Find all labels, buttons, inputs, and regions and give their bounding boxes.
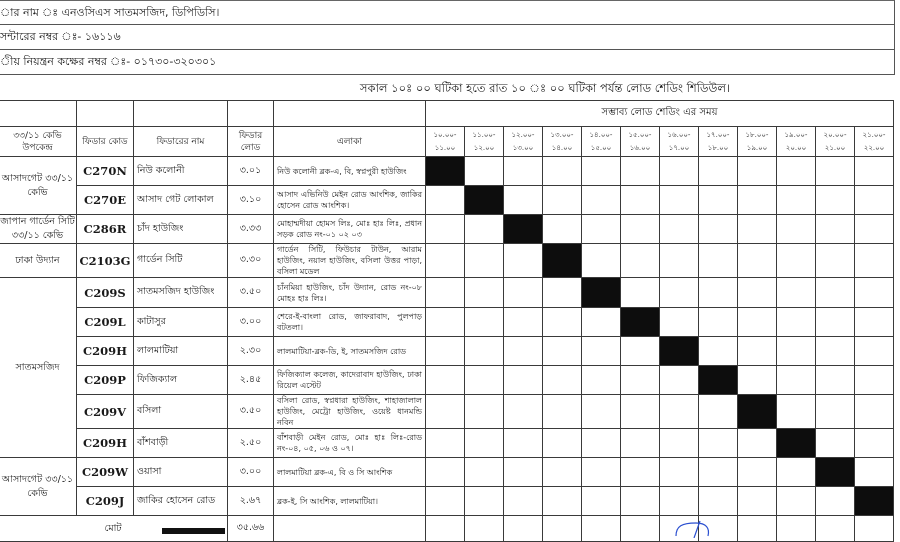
area-cell: বসিলা রোড, স্বপ্নধারা হাউজিং, শাহাজালাল হাউজিং, মেট্রো হাউজিং, ওয়েষ্ট ধানমন্ডি নবিন [274, 395, 426, 429]
shedding-slot-empty [543, 337, 582, 366]
area-cell: চাঁনমিয়া হাউজিং, চাঁদ উদ্যান, রোড নং-০৮ মোহঃ হাঃ লিঃ। [274, 278, 426, 308]
shedding-slot-active [621, 308, 660, 337]
shedding-slot-empty [816, 395, 855, 429]
shedding-slot-active [426, 157, 465, 186]
feeder-load-cell: ৩.০০ [228, 458, 274, 487]
shedding-slot-empty [426, 458, 465, 487]
shedding-slot-empty [660, 215, 699, 244]
shedding-slot-empty [426, 244, 465, 278]
total-empty-cell [274, 516, 426, 542]
total-empty-cell [738, 516, 777, 542]
shedding-slot-empty [426, 278, 465, 308]
header-blank [274, 101, 426, 127]
shedding-slot-empty [504, 429, 543, 458]
shedding-slot-empty [465, 366, 504, 395]
table-row [0, 366, 894, 395]
shedding-slot-empty [543, 308, 582, 337]
shedding-slot-empty [621, 337, 660, 366]
table-row [0, 429, 894, 458]
shedding-slot-active [699, 366, 738, 395]
shedding-slot-empty [504, 244, 543, 278]
feeder-name-cell: ওয়াসা [134, 458, 228, 487]
total-label: মোট [0, 516, 228, 542]
shedding-slot-empty [699, 186, 738, 215]
shedding-slot-empty [660, 186, 699, 215]
col-substation: ৩৩/১১ কেভি উপকেন্দ্র [0, 127, 77, 157]
table-row [0, 487, 894, 516]
area-cell: ফিজিক্যাল কলেজ, কাদেরাবাদ হাউজিং, ঢাকা রিয়েল এস্টেট [274, 366, 426, 395]
table-row [0, 458, 894, 487]
time-slot-from: ১৫.০০- [628, 130, 652, 139]
shedding-slot-empty [465, 487, 504, 516]
time-slot-from: ১১.০০- [472, 130, 496, 139]
time-slot-from: ১৯.০০- [784, 130, 808, 139]
center-number-line: সন্টারের নম্বর ঃ- ১৬১১৬ [0, 25, 895, 50]
shedding-slot-empty [777, 278, 816, 308]
feeder-load-cell: ৩.৩৩ [228, 215, 274, 244]
substation-cell: ঢাকা উদ্যান [0, 244, 77, 278]
shedding-slot-empty [738, 337, 777, 366]
shedding-slot-empty [777, 244, 816, 278]
shedding-slot-empty [582, 186, 621, 215]
shedding-slot-empty [660, 429, 699, 458]
table-row [0, 215, 894, 244]
feeder-load-cell: ৩.৩০ [228, 244, 274, 278]
shedding-slot-empty [582, 215, 621, 244]
feeder-name-cell: গার্ডেন সিটি [134, 244, 228, 278]
shedding-slot-empty [582, 157, 621, 186]
header-blank [0, 101, 77, 127]
shedding-slot-empty [426, 366, 465, 395]
shedding-slot-empty [504, 186, 543, 215]
shedding-slot-active [777, 429, 816, 458]
shedding-slot-empty [504, 337, 543, 366]
area-cell: লালমাটিয়া-ব্লক-ডি, ই, সাতমসজিদ রোড [274, 337, 426, 366]
shedding-slot-empty [855, 337, 894, 366]
shedding-slot-empty [426, 337, 465, 366]
time-slot-to: ২০.০০ [785, 143, 807, 152]
feeder-name-cell: জাকির হোসেন রোড [134, 487, 228, 516]
shedding-slot-empty [543, 215, 582, 244]
time-slot-header [426, 127, 465, 157]
shedding-slot-empty [777, 186, 816, 215]
shedding-slot-empty [855, 308, 894, 337]
time-slot-to: ১৬.০০ [629, 143, 651, 152]
shedding-slot-empty [582, 366, 621, 395]
time-slot-header [816, 127, 855, 157]
shedding-slot-empty [621, 487, 660, 516]
redaction-block [162, 528, 225, 534]
feeder-load-cell: ২.৬৭ [228, 487, 274, 516]
total-empty-cell [855, 516, 894, 542]
time-slot-to: ১৭.০০ [668, 143, 690, 152]
shedding-slot-active [465, 186, 504, 215]
feeder-code-cell: C209V [77, 395, 134, 429]
shedding-slot-empty [426, 308, 465, 337]
shedding-slot-empty [816, 337, 855, 366]
shedding-slot-empty [504, 458, 543, 487]
shedding-slot-empty [543, 487, 582, 516]
feeder-name-cell: নিউ কলোনী [134, 157, 228, 186]
shedding-slot-empty [699, 278, 738, 308]
shedding-slot-empty [465, 278, 504, 308]
shedding-slot-empty [465, 458, 504, 487]
shedding-slot-active [504, 215, 543, 244]
shedding-slot-empty [582, 308, 621, 337]
shedding-slot-empty [504, 366, 543, 395]
shedding-slot-empty [621, 244, 660, 278]
shedding-slot-empty [699, 308, 738, 337]
col-feeder-load: ফিডার লোড [228, 127, 274, 157]
feeder-code-cell: C209H [77, 337, 134, 366]
total-load-value: ৩৫.৬৬ [228, 516, 274, 542]
shedding-slot-empty [465, 215, 504, 244]
shedding-slot-empty [504, 308, 543, 337]
shedding-slot-empty [582, 244, 621, 278]
shedding-slot-empty [543, 395, 582, 429]
substation-cell: আসাদগেট ৩৩/১১ কেভি [0, 458, 77, 516]
shedding-slot-empty [855, 458, 894, 487]
shedding-slot-empty [660, 366, 699, 395]
feeder-code-cell: C209H [77, 429, 134, 458]
feeder-load-cell: ৩.০০ [228, 308, 274, 337]
shedding-slot-empty [816, 244, 855, 278]
signature-mark [672, 518, 716, 538]
feeder-name-cell: চাঁদ হাউজিং [134, 215, 228, 244]
shedding-slot-empty [582, 337, 621, 366]
shedding-slot-empty [699, 395, 738, 429]
area-cell: আসাদ এভিনিউ মেইন রোড আংশিক, জাকির হোসেন রোড আংশিক। [274, 186, 426, 215]
time-slot-to: ১৯.০০ [746, 143, 768, 152]
shedding-slot-empty [816, 366, 855, 395]
shedding-slot-empty [777, 337, 816, 366]
area-cell: নিউ কলোনী ব্লক-এ, বি, স্বপ্নপুরী হাউজিং [274, 157, 426, 186]
shedding-slot-active [660, 337, 699, 366]
header-blank [228, 101, 274, 127]
shedding-slot-empty [816, 278, 855, 308]
header-row-columns [0, 127, 894, 157]
total-empty-cell [504, 516, 543, 542]
time-slot-from: ১৩.০০- [550, 130, 574, 139]
shedding-slot-empty [699, 487, 738, 516]
shedding-slot-empty [855, 395, 894, 429]
time-slot-header [855, 127, 894, 157]
shedding-slot-empty [855, 429, 894, 458]
table-row [0, 308, 894, 337]
time-slot-from: ১০.০০- [433, 130, 457, 139]
shedding-slot-empty [426, 186, 465, 215]
shedding-slot-empty [660, 487, 699, 516]
shedding-slot-empty [777, 458, 816, 487]
shedding-slot-empty [621, 366, 660, 395]
shedding-slot-empty [699, 458, 738, 487]
time-slot-header [699, 127, 738, 157]
time-slot-from: ১৬.০০- [667, 130, 691, 139]
shedding-slot-empty [738, 244, 777, 278]
header-blank [77, 101, 134, 127]
shedding-slot-empty [465, 429, 504, 458]
shedding-slot-empty [816, 215, 855, 244]
shedding-slot-empty [660, 157, 699, 186]
time-slot-header [738, 127, 777, 157]
shedding-slot-empty [543, 458, 582, 487]
shedding-slot-empty [855, 278, 894, 308]
shedding-slot-empty [426, 487, 465, 516]
shedding-slot-empty [504, 395, 543, 429]
shedding-slot-empty [777, 395, 816, 429]
total-empty-cell [543, 516, 582, 542]
area-cell: শেরে-ই-বাংলা রোড, জাফরাবাদ, পুলপাড় বটতলা। [274, 308, 426, 337]
shedding-slot-empty [738, 215, 777, 244]
time-slot-header [543, 127, 582, 157]
time-slot-from: ১৪.০০- [589, 130, 613, 139]
time-slot-header [504, 127, 543, 157]
shedding-slot-empty [816, 308, 855, 337]
time-slot-header [465, 127, 504, 157]
office-name-line: ার নাম ঃ এনওসিএস সাতমসজিদ, ডিপিডিসি। [0, 0, 895, 25]
total-empty-cell [426, 516, 465, 542]
time-slot-from: ১৮.০০- [745, 130, 769, 139]
shedding-slot-empty [621, 458, 660, 487]
shedding-slot-empty [816, 186, 855, 215]
shedding-slot-empty [777, 157, 816, 186]
col-area: এলাকা [274, 127, 426, 157]
shedding-slot-empty [738, 487, 777, 516]
table-row [0, 157, 894, 186]
shedding-slot-empty [855, 186, 894, 215]
total-empty-cell [816, 516, 855, 542]
area-cell: বাঁশবাড়ী মেইন রোড, মোঃ হাঃ লিঃ-রোড নং-০৪, ০৫, ০৬ ও ০৭। [274, 429, 426, 458]
shedding-slot-active [582, 278, 621, 308]
shedding-slot-empty [855, 157, 894, 186]
feeder-load-cell: ২.৫০ [228, 429, 274, 458]
shedding-slot-empty [543, 429, 582, 458]
feeder-code-cell: C270E [77, 186, 134, 215]
feeder-name-cell: কাটাসুর [134, 308, 228, 337]
total-row [0, 516, 894, 542]
shedding-slot-active [738, 395, 777, 429]
shedding-slot-active [855, 487, 894, 516]
shedding-slot-empty [699, 244, 738, 278]
shedding-slot-empty [738, 157, 777, 186]
header-row-group [0, 101, 894, 127]
time-slot-to: ২২.০০ [863, 143, 885, 152]
shedding-slot-empty [777, 215, 816, 244]
shedding-slot-empty [465, 308, 504, 337]
feeder-load-cell: ২.৩০ [228, 337, 274, 366]
feeder-name-cell: বাঁশবাড়ী [134, 429, 228, 458]
shedding-slot-empty [660, 278, 699, 308]
shedding-slot-empty [738, 308, 777, 337]
time-slot-header [660, 127, 699, 157]
shedding-slot-empty [699, 157, 738, 186]
time-slot-from: ১২.০০- [511, 130, 535, 139]
time-slot-to: ১১.০০ [434, 143, 456, 152]
shedding-slot-empty [504, 487, 543, 516]
feeder-code-cell: C209W [77, 458, 134, 487]
shedding-slot-empty [426, 215, 465, 244]
shedding-slot-empty [738, 458, 777, 487]
feeder-name-cell: বসিলা [134, 395, 228, 429]
shedding-slot-empty [699, 337, 738, 366]
feeder-name-cell: ফিজিক্যাল [134, 366, 228, 395]
feeder-code-cell: C209J [77, 487, 134, 516]
shedding-slot-empty [777, 308, 816, 337]
shedding-slot-active [816, 458, 855, 487]
time-slot-header [777, 127, 816, 157]
shedding-slot-empty [699, 215, 738, 244]
shedding-slot-empty [621, 395, 660, 429]
shedding-slot-empty [504, 278, 543, 308]
area-cell: গার্ডেন সিটি, ফিউচার টাউন, আরাম হাউজিং, নয়াল হাউজিং, বসিলা উত্তর পাড়া, বসিলা মডেল [274, 244, 426, 278]
feeder-code-cell: C209L [77, 308, 134, 337]
feeder-code-cell: C209P [77, 366, 134, 395]
time-slot-to: ১২.০০ [473, 143, 495, 152]
shedding-slot-empty [777, 366, 816, 395]
feeder-load-cell: ৩.০১ [228, 157, 274, 186]
time-slot-header [621, 127, 660, 157]
shedding-slot-empty [621, 215, 660, 244]
shedding-slot-empty [816, 157, 855, 186]
shedding-slot-empty [816, 429, 855, 458]
time-slot-from: ২০.০০- [823, 130, 847, 139]
total-empty-cell [465, 516, 504, 542]
time-group-header: সম্ভাব্য লোড শেডিং এর সময় [426, 101, 894, 127]
shedding-slot-empty [855, 215, 894, 244]
col-feeder-name: ফিডারের নাম [134, 127, 228, 157]
shedding-slot-empty [504, 157, 543, 186]
area-cell: মোহাম্মদীয়া হোমস লিঃ, মোঃ হাঃ লিঃ, প্রধান সড়ক রোড নং-০১ ০২ ০৩ [274, 215, 426, 244]
shedding-slot-empty [621, 157, 660, 186]
time-slot-header [582, 127, 621, 157]
shedding-slot-empty [426, 429, 465, 458]
shedding-slot-empty [738, 186, 777, 215]
feeder-code-cell: C2103G [77, 244, 134, 278]
shedding-slot-empty [465, 337, 504, 366]
area-cell: ব্লক-ই, সি আংশিক, লালমাটিয়া। [274, 487, 426, 516]
total-empty-cell [621, 516, 660, 542]
shedding-slot-empty [738, 366, 777, 395]
shedding-slot-empty [660, 244, 699, 278]
table-row [0, 244, 894, 278]
shedding-slot-empty [465, 395, 504, 429]
shedding-slot-empty [582, 458, 621, 487]
shedding-slot-empty [543, 278, 582, 308]
shedding-slot-active [543, 244, 582, 278]
total-empty-cell [582, 516, 621, 542]
feeder-name-cell: আসাদ গেট লোকাল [134, 186, 228, 215]
feeder-code-cell: C286R [77, 215, 134, 244]
shedding-slot-empty [543, 186, 582, 215]
feeder-name-cell: লালমাটিয়া [134, 337, 228, 366]
feeder-load-cell: ৩.১০ [228, 186, 274, 215]
shedding-slot-empty [699, 429, 738, 458]
shedding-slot-empty [855, 366, 894, 395]
header-blank [134, 101, 228, 127]
substation-cell: সাতমসজিদ [0, 278, 77, 458]
shedding-slot-empty [660, 308, 699, 337]
shedding-slot-empty [738, 278, 777, 308]
table-row [0, 186, 894, 215]
table-row [0, 337, 894, 366]
shedding-slot-empty [465, 244, 504, 278]
substation-cell: জাপান গার্ডেন সিটি ৩৩/১১ কেভি [0, 215, 77, 244]
feeder-code-cell: C270N [77, 157, 134, 186]
shedding-slot-empty [816, 487, 855, 516]
shedding-slot-empty [738, 429, 777, 458]
feeder-name-cell: সাতমসজিদ হাউজিং [134, 278, 228, 308]
time-slot-to: ১৪.০০ [551, 143, 573, 152]
shedding-slot-empty [660, 458, 699, 487]
shedding-slot-empty [582, 429, 621, 458]
feeder-load-cell: ২.৪৫ [228, 366, 274, 395]
time-slot-to: ১৮.০০ [707, 143, 729, 152]
time-slot-to: ১৫.০০ [590, 143, 612, 152]
shedding-slot-empty [621, 186, 660, 215]
feeder-load-cell: ৩.৫০ [228, 278, 274, 308]
total-empty-cell [777, 516, 816, 542]
shedding-slot-empty [582, 487, 621, 516]
shedding-slot-empty [543, 157, 582, 186]
shedding-slot-empty [621, 278, 660, 308]
table-row [0, 395, 894, 429]
time-slot-from: ২১.০০- [862, 130, 886, 139]
substation-cell: আসাদগেট ৩৩/১১ কেভি [0, 157, 77, 215]
shedding-slot-empty [426, 395, 465, 429]
feeder-load-cell: ৩.৫০ [228, 395, 274, 429]
shedding-slot-empty [543, 366, 582, 395]
time-slot-to: ১৩.০০ [512, 143, 534, 152]
shedding-slot-empty [465, 157, 504, 186]
shedding-slot-empty [582, 395, 621, 429]
load-shedding-table [0, 100, 894, 542]
table-row [0, 278, 894, 308]
schedule-title: সকাল ১০ঃ ০০ ঘটিকা হতে রাত ১০ ঃ ০০ ঘটিকা পর্যন্ত লোড শেডিং শিডিউল। [359, 81, 731, 95]
time-slot-to: ২১.০০ [824, 143, 846, 152]
time-slot-from: ১৭.০০- [706, 130, 730, 139]
col-feeder-code: ফিডার কোড [77, 127, 134, 157]
shedding-slot-empty [777, 487, 816, 516]
shedding-slot-empty [855, 244, 894, 278]
area-cell: লালমাটিয়া ব্লক-এ, বি ও সি আংশিক [274, 458, 426, 487]
control-room-number-line: ীয় নিয়ন্ত্রন কক্ষের নম্বর ঃ- ০১৭৩০-৩২০৩০১ [0, 50, 895, 75]
shedding-slot-empty [660, 395, 699, 429]
shedding-slot-empty [621, 429, 660, 458]
feeder-code-cell: C209S [77, 278, 134, 308]
